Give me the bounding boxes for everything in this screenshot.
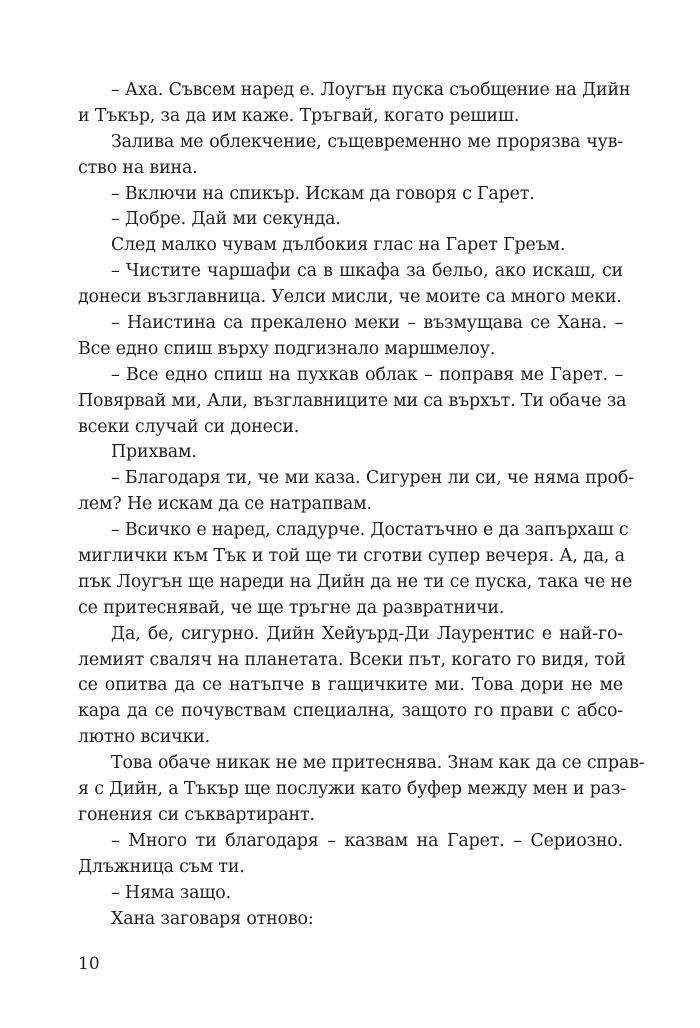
- text-line: лютно всички.: [78, 727, 211, 748]
- text-line: Да, бе, сигурно. Дийн Хейуърд-Ди Лаурентис е най-го-: [111, 623, 623, 644]
- body-text: [78, 78, 645, 932]
- text-line: Хана заговаря отново:: [111, 908, 314, 929]
- text-line: – Благодаря ти, че ми каза. Сигурен ли си, че няма проб-: [111, 468, 634, 489]
- text-line: Все едно спиш върху подгизнало маршмелоу.: [78, 338, 496, 359]
- text-line: миглички към Тък и той ще ти сготви супер вечеря. А, да, а: [78, 546, 625, 567]
- page-number: 10: [78, 954, 100, 974]
- text-line: се опитва да се натъпче в гащичките ми. Това дори не ме: [78, 675, 623, 696]
- text-line: гонения си съквартирант.: [78, 804, 315, 825]
- text-line: пък Лоугън ще нареди на Дийн да не ти се пуска, така че не: [78, 571, 633, 592]
- text-line: ство на вина.: [78, 157, 198, 178]
- text-line: я с Дийн, а Тъкър ще послужи като буфер между мен и раз-: [78, 779, 626, 800]
- text-line: Повярвай ми, Али, възглавниците ми са върхът. Ти обаче за: [78, 390, 627, 411]
- text-line: кара да се почувствам специална, защото го прави с абсо-: [78, 701, 623, 722]
- text-line: лем? Не искам да се натрапвам.: [78, 494, 372, 515]
- text-line: – Аха. Съвсем наред е. Лоугън пуска съобщение на Дийн: [111, 80, 631, 100]
- text-line: – Всичко е наред, сладурче. Достатъчно е да запърхаш с: [111, 520, 629, 541]
- text-line: всеки случай си донеси.: [78, 416, 300, 437]
- text-line: и Тъкър, за да им каже. Тръгвай, когато решиш.: [78, 105, 520, 126]
- text-line: – Добре. Дай ми секунда.: [111, 209, 341, 230]
- text-line: се притеснявай, че ще тръгне да развратничи.: [78, 597, 505, 618]
- text-line: – Включи на спикър. Искам да говоря с Гарет.: [111, 183, 535, 204]
- text-line: Длъжница съм ти.: [78, 856, 245, 877]
- text-line: – Чистите чаршафи са в шкафа за бельо, ако искаш, си: [111, 261, 623, 282]
- text-line: Прихвам.: [111, 442, 197, 463]
- text-line: лемият сваляч на планетата. Всеки път, когато го видя, той: [78, 649, 626, 670]
- text-line: – Много ти благодаря – казвам на Гарет. – Сериозно.: [111, 830, 623, 851]
- text-line: Това обаче никак не ме притеснява. Знам как да се справ-: [111, 753, 645, 774]
- text-line: донеси възглавница. Уелси мисли, че моите са много меки.: [78, 287, 622, 308]
- text-line: – Наистина са прекалено меки – възмущава се Хана. –: [111, 313, 623, 334]
- text-line: – Няма защо.: [111, 882, 232, 903]
- text-line: След малко чувам дълбокия глас на Гарет Греъм.: [111, 235, 566, 256]
- text-line: – Все едно спиш на пухкав облак – поправя ме Гарет. –: [111, 364, 623, 385]
- text-line: Залива ме облекчение, същевременно ме прорязва чув-: [111, 131, 623, 152]
